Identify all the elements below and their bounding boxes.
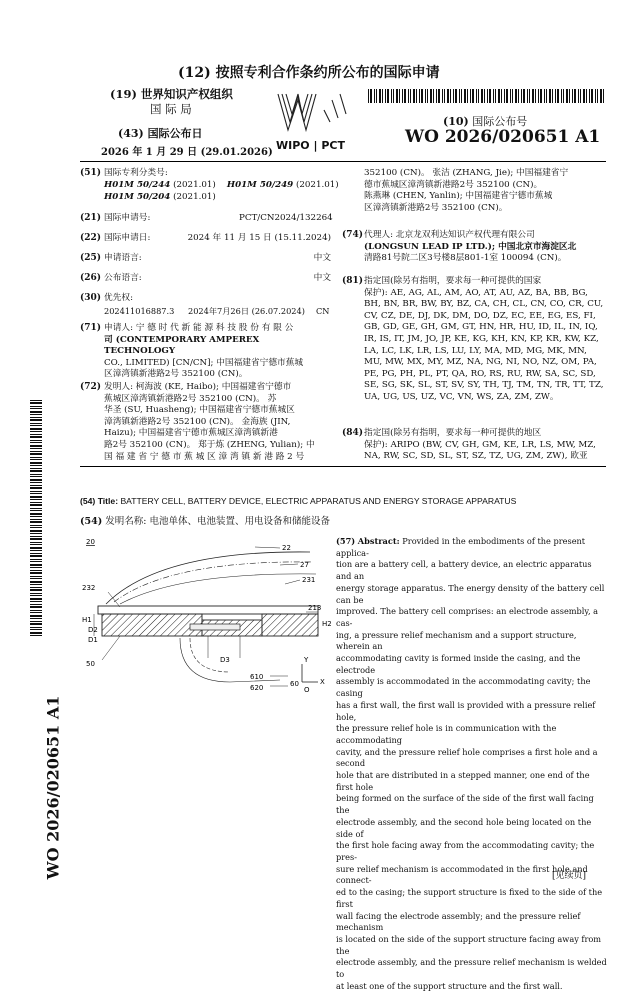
ref-d1: D1 — [88, 636, 98, 644]
axis-origin: O — [304, 686, 310, 694]
applicant-block — [104, 323, 332, 381]
header-divider — [80, 161, 606, 162]
states-line: CV, CZ, DE, DJ, DK, DM, DO, DZ, EC, EE, EG, ES, FI, — [364, 310, 596, 321]
appno-value: PCT/CN2024/132264 — [239, 213, 333, 223]
states-line: 保护): AE, AG, AL, AM, AO, AT, AU, AZ, BA, BB, BG, — [364, 287, 588, 298]
organization-name: (19) 世界知识产权组织 — [110, 87, 233, 101]
abstract-line: (57) Abstract: Provided in the embodiments of the present applica- — [336, 536, 586, 558]
appno-label: 国际申请号: — [104, 213, 151, 223]
agent-code: (74) — [342, 230, 364, 240]
inventor-line: 陈燕琳 (CHEN, Yanlin); 中国福建省宁德市蕉城 — [364, 191, 553, 202]
states-line: PE, PG, PH, PL, PT, QA, RO, RS, RU, RW, SA, SC, SD, — [364, 368, 596, 379]
inventors-block — [104, 382, 332, 463]
publication-number: WO 2026/020651 A1 — [405, 127, 601, 147]
regional-line: 指定国(除另有指明，要求每一种可提供的地区 — [364, 428, 542, 438]
agent-line: 清路81号院二区3号楼8层801-1室 100094 (CN)。 — [364, 253, 567, 264]
publication-number-label: (10) 国际公布号 — [443, 115, 528, 128]
title-english: (54) Title: BATTERY CELL, BATTERY DEVICE, ELECTRIC APPARATUS AND ENERGY STORAGE APPARATUS — [80, 496, 517, 506]
filelang-value: 中文 — [313, 253, 331, 263]
ref-610: 610 — [250, 673, 264, 681]
wipo-pct-logo-text: WIPO | PCT — [276, 139, 345, 152]
organization-subname: 国 际 局 — [150, 102, 192, 116]
continued-on-next-page: [见续页] — [552, 871, 587, 881]
priority-country: CN — [316, 306, 330, 316]
ref-231: 231 — [302, 576, 316, 584]
ref-27: 27 — [300, 561, 309, 569]
states-line: 指定国(除另有指明，要求每一种可提供的国家 — [364, 276, 542, 286]
states-line: BH, BN, BR, BW, BY, BZ, CA, CH, CL, CN, CO, CR, CU, — [364, 299, 604, 310]
axis-y: Y — [304, 656, 309, 664]
ipc-line-2: H01M 50/204 (2021.01) — [104, 192, 216, 202]
inventor-line: 蕉城区漳湾镇新港路2号 352100 (CN)。 苏 — [104, 393, 277, 404]
ref-22: 22 — [282, 544, 291, 552]
abstract-line: wall facing the electrode assembly; and the pressure relief mechanism — [336, 910, 581, 933]
abstract-line: electrode assembly, and the second hole being located on the side of — [336, 816, 592, 839]
ref-20: 20 — [86, 538, 95, 546]
inventor-line: 352100 (CN)。 张洁 (ZHANG, Jie); 中国福建省宁 — [364, 168, 569, 178]
side-barcode — [30, 400, 42, 640]
ipc-line-1: H01M 50/244 (2021.01) H01M 50/249 (2021.01) — [104, 180, 339, 190]
abstract-line: is located on the side of the support structure facing away from the — [336, 933, 602, 956]
agent-line: (LONGSUN LEAD IP LTD.); 中国北京市海淀区北 — [364, 241, 577, 252]
abstract-line: accommodating cavity is formed inside the casing, and the electrode — [336, 653, 581, 675]
abstract-line: assembly is accommodated in the accommodating cavity; the casing — [336, 676, 591, 699]
ipc-label: 国际专利分类号: — [104, 168, 168, 178]
regional-code: (84) — [342, 428, 364, 438]
appno-code: (21) — [80, 213, 102, 223]
filedate-code: (22) — [80, 233, 102, 243]
filedate-value: 2024 年 11 月 15 日 (15.11.2024) — [187, 233, 331, 243]
inventor-line: 区漳湾镇新港路2号 352100 (CN)。 — [364, 202, 508, 213]
applicant-code: (71) — [80, 323, 102, 333]
regional-line: NA, RW, SC, SD, SL, ST, SZ, TZ, UG, ZM, ZW), 欧亚 — [364, 451, 588, 462]
inventor-line: 德市蕉城区漳湾镇新港路2号 352100 (CN)。 — [364, 179, 543, 190]
states-line: IR, IS, IT, JM, JO, JP, KE, KG, KH, KN, KP, KR, KW, KZ, — [364, 333, 599, 344]
inventor-line: 华圣 (SU, Huasheng); 中国福建省宁德市蕉城区 — [104, 405, 295, 416]
inventor-line: Haizu); 中国福建省宁德市蕉城区漳湾镇新港 — [104, 428, 278, 439]
abstract-line: ing, a pressure relief mechanism and a support structure, wherein an — [336, 629, 577, 652]
publication-date-label: (43) 国际公布日 — [118, 127, 203, 140]
ref-h1: H1 — [82, 616, 92, 624]
abstract-line: sure relief mechanism is accommodated in the first hole and connect- — [336, 863, 588, 886]
applicant-line: 区漳湾镇新港路2号 352100 (CN)。 — [104, 369, 248, 380]
states-line: UA, UG, US, UZ, VC, VN, WS, ZA, ZM, ZW。 — [364, 391, 559, 402]
ref-213: 213 — [308, 604, 322, 612]
abstract-block — [336, 536, 608, 992]
barcode — [368, 88, 608, 102]
inventor-line: 漳湾镇新港路2号 352100 (CN)。 金海族 (JIN, — [104, 416, 291, 427]
states-line: LA, LC, LK, LR, LS, LU, LY, MA, MD, MG, MK, MN, — [364, 345, 587, 356]
inventor-line: 国 福 建 省 宁 德 市 蕉 城 区 漳 湾 镇 新 港 路 2 号 — [104, 451, 305, 462]
agent-line: 代理人: 北京龙双利达知识产权代理有限公司 — [364, 230, 535, 240]
states-line: MU, MW, MX, MY, MZ, NA, NG, NI, NO, NZ, OM, PA, — [364, 357, 597, 368]
abstract-line: energy storage apparatus. The energy density of the battery cell can be — [336, 582, 605, 605]
publang-label: 公布语言: — [104, 273, 142, 283]
abstract-line: electrode assembly, and the pressure relief mechanism is welded to — [336, 957, 607, 980]
ref-232: 232 — [82, 584, 96, 592]
ref-620: 620 — [250, 684, 264, 692]
abstract-line: has a first wall, the first wall is provided with a pressure relief hole, — [336, 699, 596, 722]
title-chinese: (54) 发明名称: 电池单体、电池装置、用电设备和储能设备 — [80, 516, 330, 527]
abstract-line: the pressure relief hole is in communication with the accommodating — [336, 723, 557, 745]
applicant-line: 申请人: 宁 德 时 代 新 能 源 科 技 股 份 有 限 公 — [104, 323, 294, 333]
inventors-continued — [364, 168, 608, 214]
priority-code: (30) — [80, 293, 102, 303]
biblio-divider — [80, 466, 606, 467]
inventor-line: 发明人: 柯海波 (KE, Haibo); 中国福建省宁德市 — [104, 382, 292, 392]
filelang-code: (25) — [80, 253, 102, 263]
publang-value: 中文 — [313, 273, 331, 283]
agent-block — [364, 230, 608, 265]
publang-code: (26) — [80, 273, 102, 283]
filedate-label: 国际申请日: — [104, 233, 151, 243]
abstract-line: tion are a battery cell, a battery device, an electric apparatus and an — [336, 559, 592, 582]
ref-d3: D3 — [220, 656, 230, 664]
abstract-line: improved. The battery cell comprises: an electrode assembly, a cas- — [336, 606, 599, 628]
applicant-line: CO., LIMITED) [CN/CN]; 中国福建省宁德市蕉城 — [104, 357, 304, 368]
regional-line: 保护): ARIPO (BW, CV, GH, GM, KE, LR, LS, MW, MZ, — [364, 439, 596, 450]
ref-h2: H2 — [322, 620, 332, 628]
axis-x: X — [320, 678, 325, 686]
states-line: SE, SG, SK, SL, ST, SV, SY, TH, TJ, TM, TN, TR, TT, TZ, — [364, 380, 604, 391]
ref-60: 60 — [290, 680, 299, 688]
ref-50: 50 — [86, 660, 95, 668]
ipc-code: (51) — [80, 168, 102, 178]
priority-label: 优先权: — [104, 293, 133, 303]
priority-date: 2024年7月26日 (26.07.2024) — [188, 306, 305, 316]
abstract-line: cavity, and the pressure relief hole comprises a first hole and a second — [336, 746, 598, 769]
priority-application: 202411016887.3 — [104, 306, 175, 316]
abstract-line: ed to the casing; the support structure is fixed to the side of the first — [336, 887, 603, 909]
abstract-line: being formed on the surface of the side of the first wall facing the — [336, 793, 594, 816]
abstract-line: hole that are distributed in a stepped manner, one end of the first hole — [336, 770, 590, 792]
filelang-label: 申请语言: — [104, 253, 142, 263]
states-line: GB, GD, GE, GH, GM, GT, HN, HR, HU, ID, IL, IN, IQ, — [364, 322, 598, 333]
abstract-line: the first hole facing away from the accommodating cavity; the pres- — [336, 840, 595, 862]
inventor-line: 路2号 352100 (CN)。 郑于炼 (ZHENG, Yulian); 中 — [104, 439, 315, 450]
states-code: (81) — [342, 276, 364, 286]
inventors-code: (72) — [80, 382, 102, 392]
designated-states — [364, 276, 610, 404]
ref-d2: D2 — [88, 626, 98, 634]
abstract-line: at least one of the support structure and the first wall. — [336, 980, 563, 991]
side-publication-number: WO 2026/020651 A1 — [43, 695, 63, 880]
document-type-title: (12) 按照专利合作条约所公布的国际申请 — [178, 65, 440, 81]
publication-date: 2026 年 1 月 29 日 (29.01.2026) — [101, 147, 273, 158]
abstract-figure — [80, 532, 340, 712]
applicant-line: 司 (CONTEMPORARY AMPEREX TECHNOLOGY — [104, 334, 260, 357]
regional-states — [364, 428, 610, 463]
